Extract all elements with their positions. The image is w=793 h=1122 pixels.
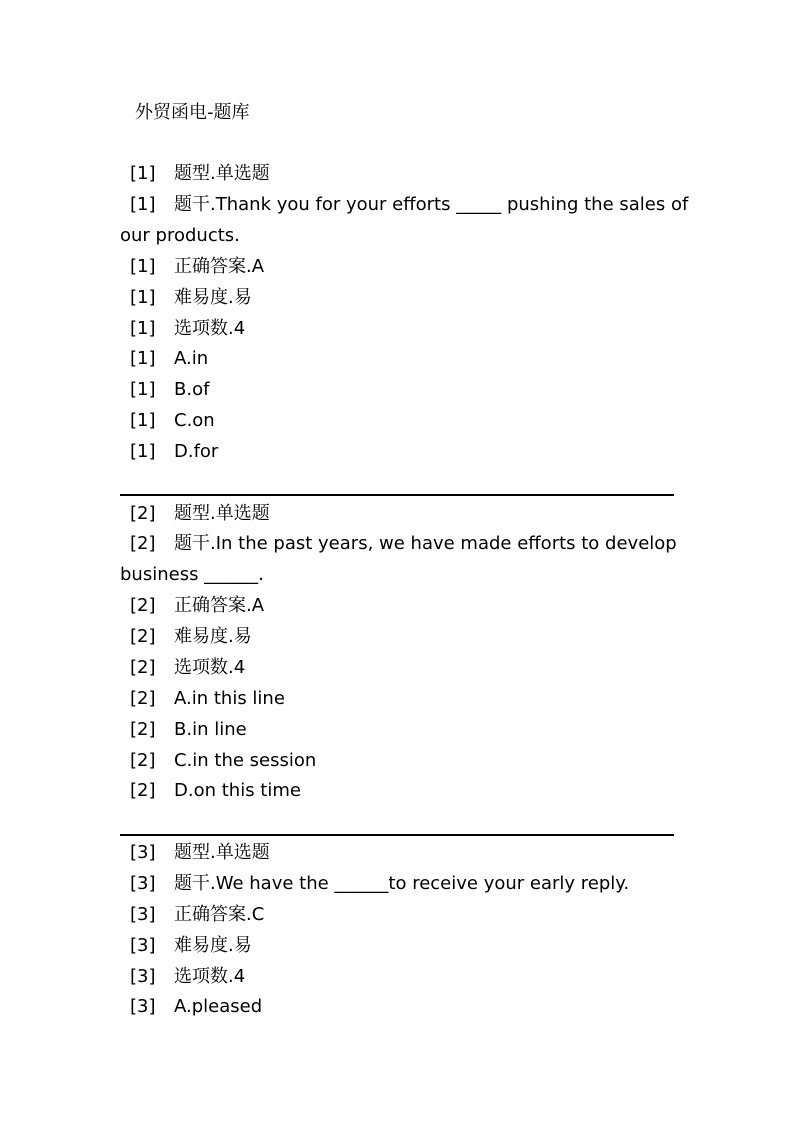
q1-option-d: [1] D.for — [130, 441, 219, 462]
q1-answer: [1] 正确答案.A — [130, 256, 265, 277]
q1-option-a: [1] A.in — [130, 348, 209, 369]
q2-option-d: [2] D.on this time — [130, 780, 301, 801]
q1-option-b: [1] B.of — [130, 379, 210, 400]
q2-option-a: [2] A.in this line — [130, 688, 285, 709]
q3-type: [3] 题型.单选题 — [130, 842, 270, 863]
q1-option-c: [1] C.on — [130, 410, 215, 431]
q1-difficulty: [1] 难易度.易 — [130, 287, 252, 308]
q1-type: [1] 题型.单选题 — [130, 163, 270, 184]
q2-option-b: [2] B.in line — [130, 719, 247, 740]
q2-type: [2] 题型.单选题 — [130, 503, 270, 524]
q1-stem-continued: our products. — [120, 225, 240, 246]
q2-answer: [2] 正确答案.A — [130, 595, 265, 616]
q3-difficulty: [3] 难易度.易 — [130, 935, 252, 956]
q3-stem: [3] 题干.We have the ______to receive your early reply. — [130, 873, 630, 894]
q2-difficulty: [2] 难易度.易 — [130, 626, 252, 647]
q2-stem-continued: business ______. — [120, 564, 264, 585]
document-title: 外贸函电-题库 — [135, 102, 250, 123]
q3-option-a: [3] A.pleased — [130, 996, 263, 1017]
q1-stem: [1] 题干.Thank you for your efforts _____ pushing the sales of — [130, 194, 689, 215]
q3-option-count: [3] 选项数.4 — [130, 966, 246, 987]
question-divider — [120, 494, 674, 496]
q2-option-c: [2] C.in the session — [130, 750, 317, 771]
q1-option-count: [1] 选项数.4 — [130, 318, 246, 339]
q3-answer: [3] 正确答案.C — [130, 904, 265, 925]
q2-option-count: [2] 选项数.4 — [130, 657, 246, 678]
q2-stem: [2] 题干.In the past years, we have made efforts to develop — [130, 533, 677, 554]
question-divider — [120, 834, 674, 836]
